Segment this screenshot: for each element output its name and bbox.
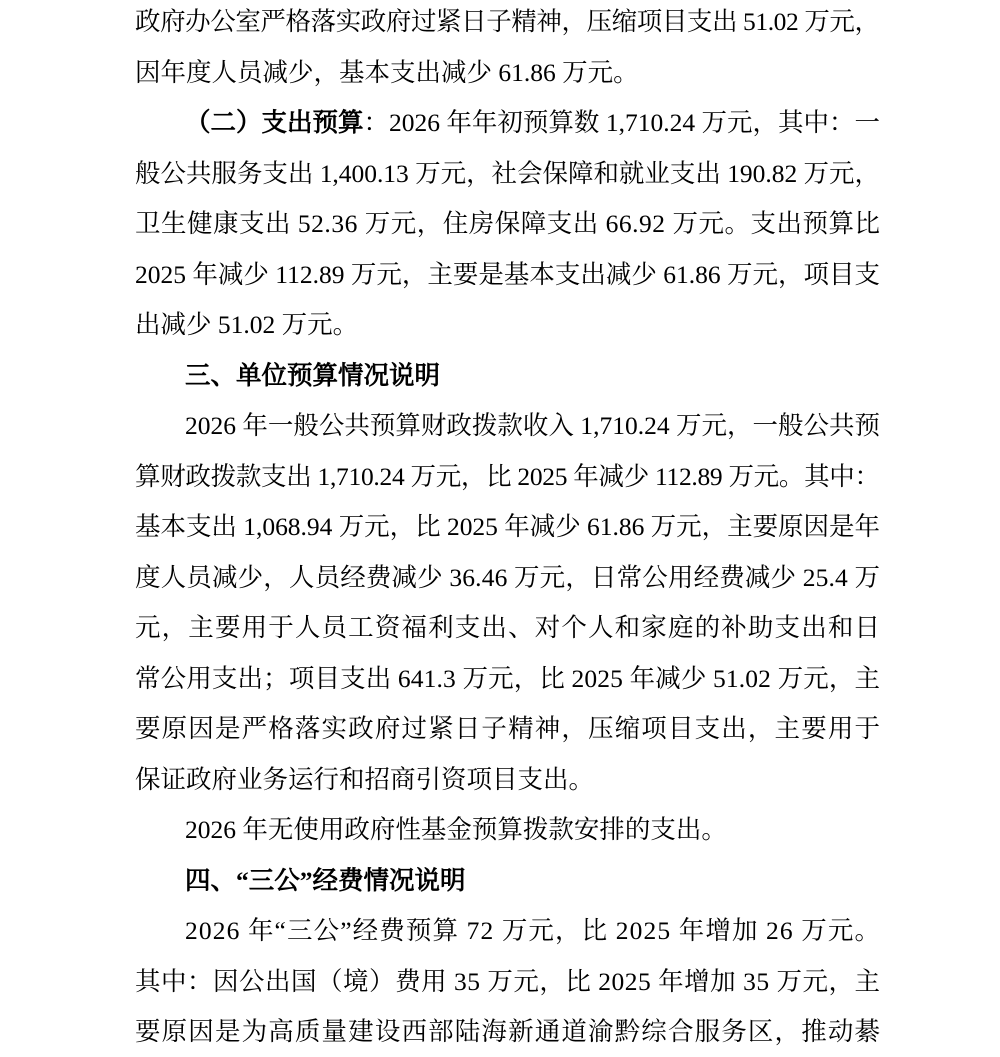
text-line: 算财政拨款支出 1,710.24 万元，比 2025 年减少 112.89 万元。其中： [135, 461, 880, 491]
text-line [185, 98, 880, 148]
text-line: 2026 年无使用政府性基金预算拨款安排的支出。 [185, 815, 727, 844]
text-line: 般公共服务支出 1,400.13 万元，社会保障和就业支出 190.82 万元， [135, 158, 880, 188]
text-line: 2026 年一般公共预算财政拨款收入 1,710.24 万元，一般公共预 [185, 411, 880, 440]
text-line: 要原因是为高质量建设西部陆海新通道渝黔综合服务区，推动綦 [135, 1017, 882, 1046]
text-line: 基本支出 1,068.94 万元，比 2025 年减少 61.86 万元，主要原因是年 [135, 512, 880, 541]
text-line: 出减少 51.02 万元。 [135, 310, 359, 339]
text-line: 元，主要用于人员工资福利支出、对个人和家庭的补助支出和日 [135, 613, 882, 642]
text-line-content: ：2026 年年初预算数 1,710.24 万元，其中：一 [363, 108, 880, 137]
section-heading: 三、单位预算情况说明 [185, 360, 441, 390]
subsection-heading: （二）支出预算 [185, 108, 364, 137]
text-line: 因年度人员减少，基本支出减少 61.86 万元。 [135, 57, 639, 87]
text-line: 要原因是严格落实政府过紧日子精神，压缩项目支出，主要用于 [135, 714, 882, 743]
text-line: 常公用支出；项目支出 641.3 万元，比 2025 年减少 51.02 万元，主 [135, 663, 881, 693]
text-line: 卫生健康支出 52.36 万元，住房保障支出 66.92 万元。支出预算比 [135, 209, 881, 238]
text-line: 2026 年“三公”经费预算 72 万元，比 2025 年增加 26 万元。 [185, 916, 882, 945]
text-line: 保证政府业务运行和招商引资项目支出。 [135, 764, 595, 794]
text-line: 其中：因公出国（境）费用 35 万元，比 2025 年增加 35 万元，主 [135, 966, 881, 996]
text-line: 度人员减少，人员经费减少 36.46 万元，日常公用经费减少 25.4 万 [135, 562, 881, 592]
text-line: 政府办公室严格落实政府过紧日子精神，压缩项目支出 51.02 万元， [135, 7, 880, 36]
text-line: 2025 年减少 112.89 万元，主要是基本支出减少 61.86 万元，项目支 [135, 259, 880, 289]
section-heading: 四、“三公”经费情况说明 [185, 865, 466, 895]
